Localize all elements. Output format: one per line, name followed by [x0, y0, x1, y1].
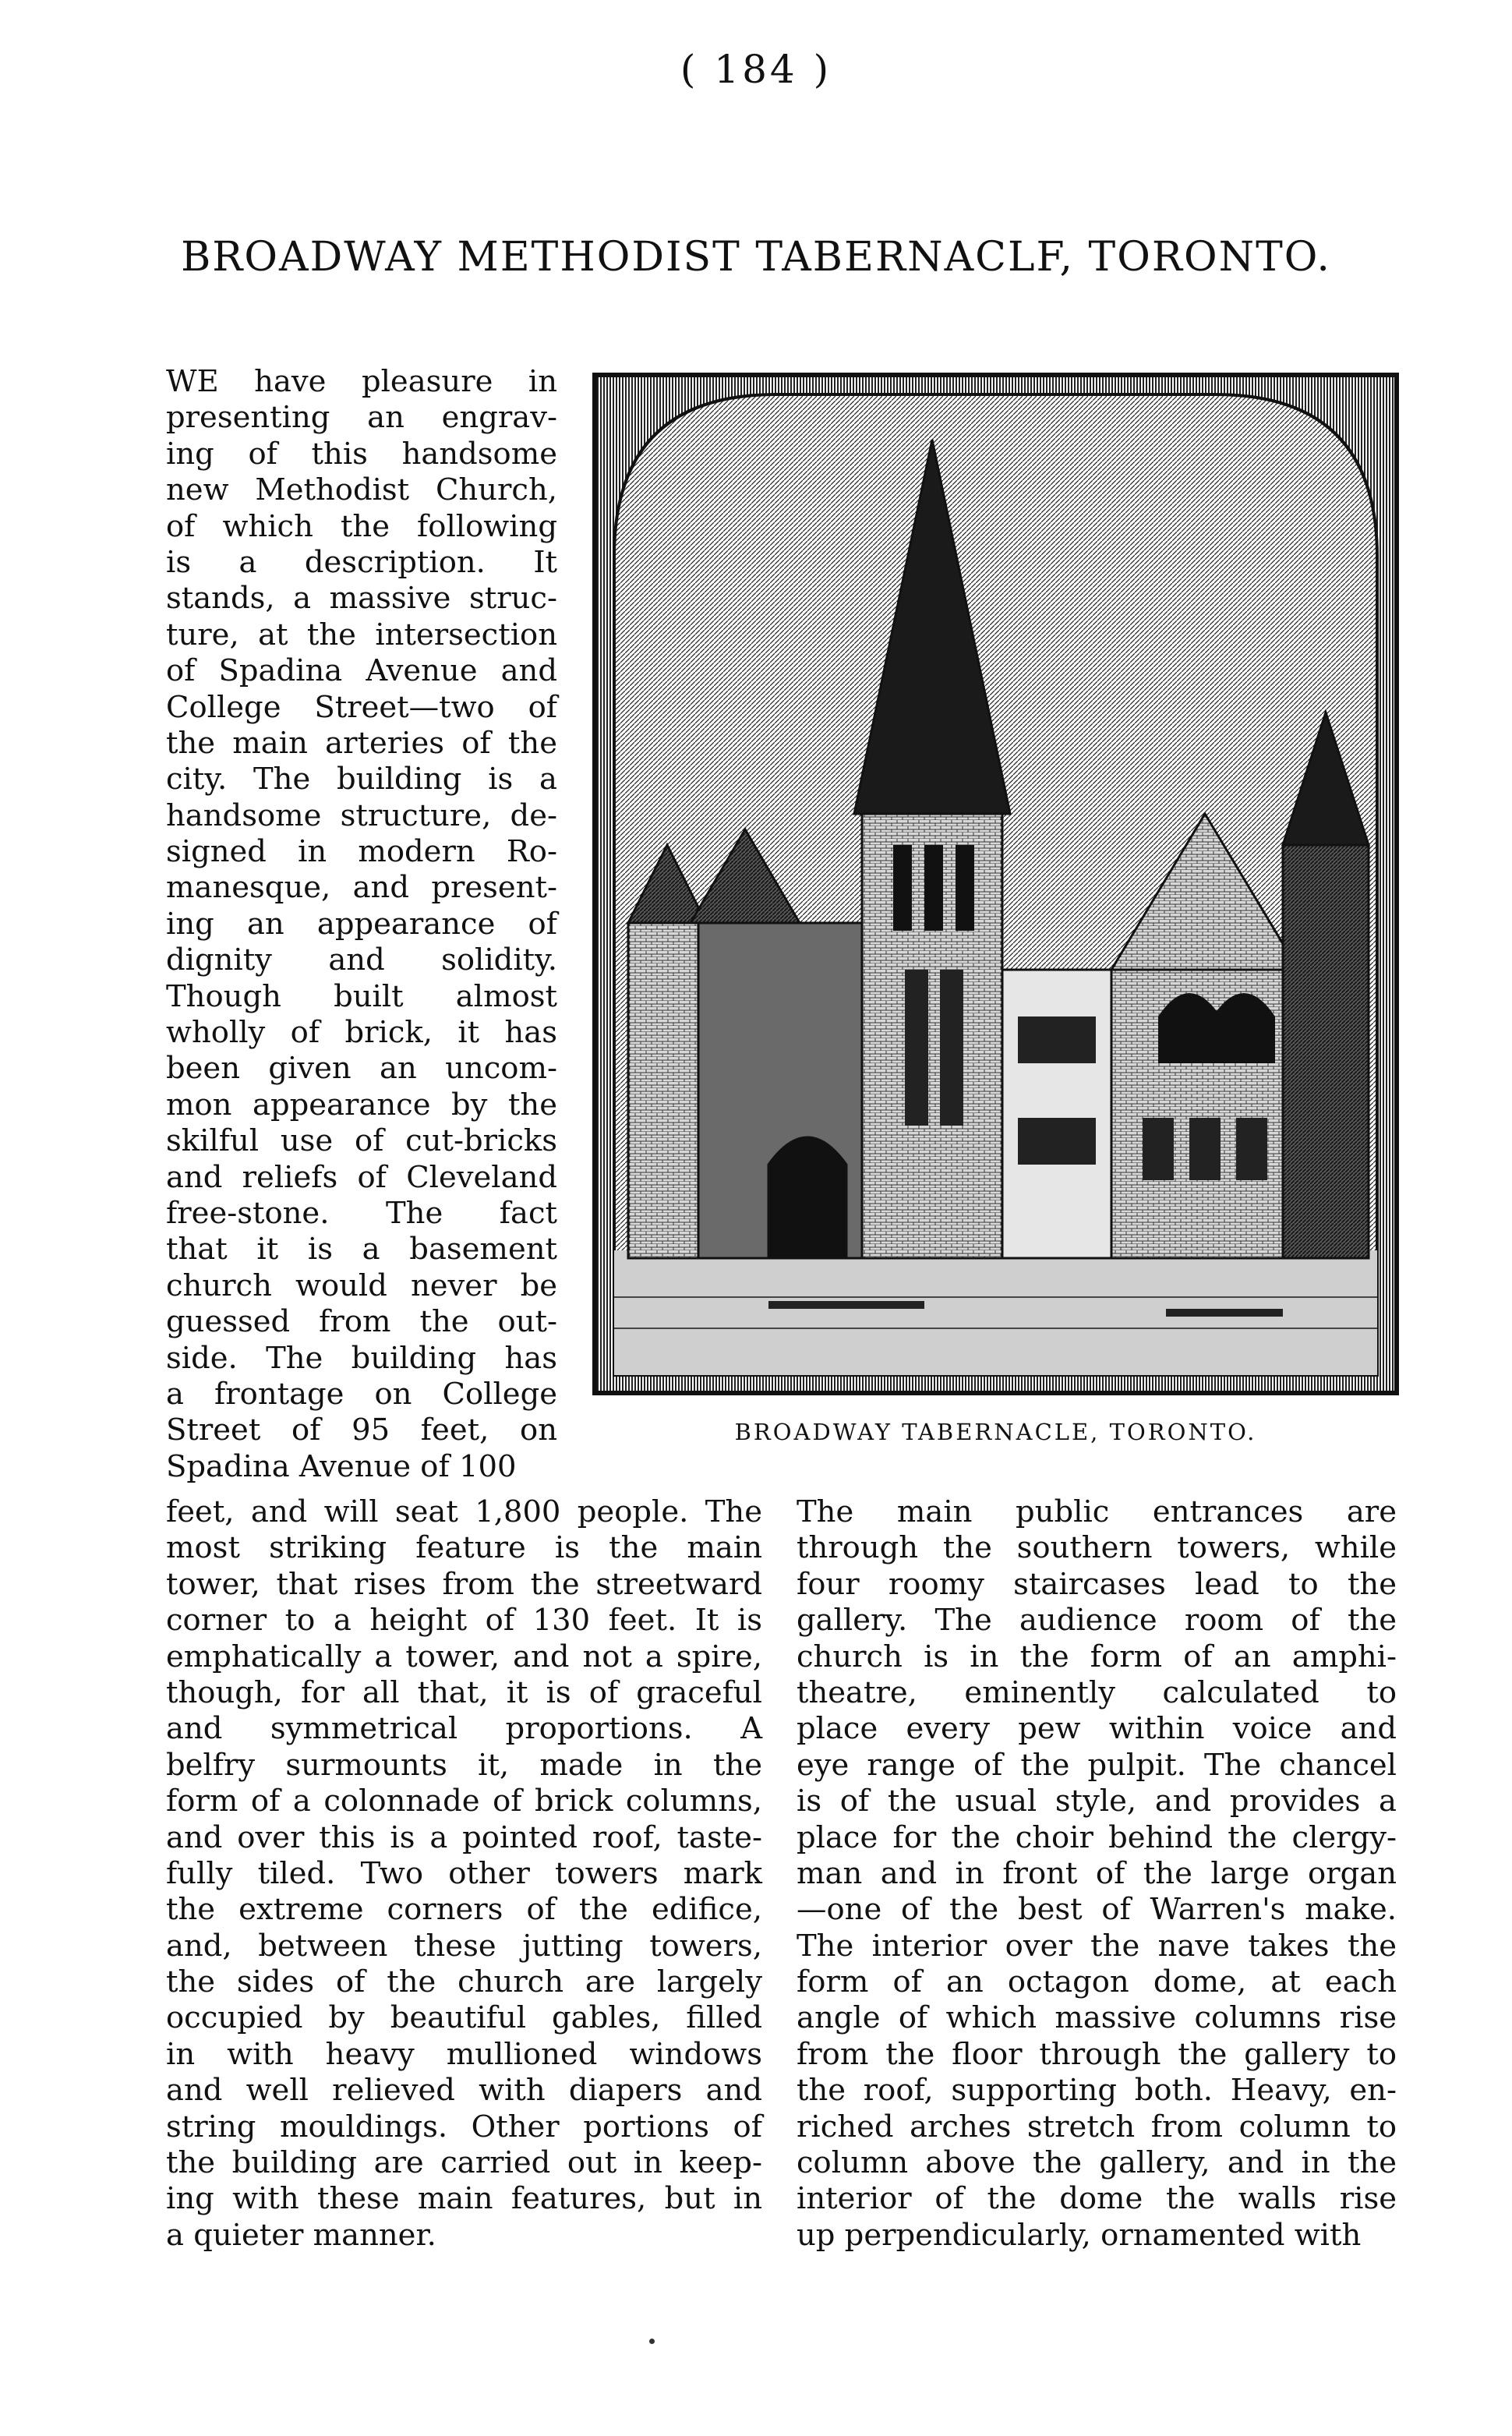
text-line: the extreme corners of the edifice,	[166, 1892, 762, 1928]
engraving-caption: BROADWAY TABERNACLE, TORONTO.	[734, 1419, 1257, 1445]
text-line: man and in front of the large organ	[797, 1855, 1397, 1891]
text-line: The interior over the nave takes the	[797, 1928, 1397, 1964]
text-line: and well relieved with diapers and	[166, 2073, 762, 2109]
text-line: of which the following	[166, 508, 557, 544]
text-line: manesque, and present-	[166, 870, 557, 906]
text-line: WE have pleasure in	[166, 364, 557, 399]
church-engraving	[592, 373, 1399, 1395]
text-line: stands, a massive struc-	[166, 581, 557, 617]
text-column-left	[166, 1494, 762, 2254]
text-line: four roomy staircases lead to the	[797, 1566, 1397, 1602]
text-line: and, between these jutting towers,	[166, 1928, 762, 1964]
text-line: Though built almost	[166, 978, 557, 1014]
text-line: —one of the best of Warren's make.	[797, 1892, 1397, 1928]
text-line: and symmetrical proportions. A	[166, 1711, 762, 1747]
text-line: most striking feature is the main	[166, 1530, 762, 1566]
text-line: free-stone. The fact	[166, 1195, 557, 1231]
text-line: is of the usual style, and provides a	[797, 1784, 1397, 1819]
text-line: College Street—two of	[166, 689, 557, 725]
text-line: church would never be	[166, 1267, 557, 1303]
text-line: signed in modern Ro-	[166, 834, 557, 870]
text-line: that it is a basement	[166, 1232, 557, 1267]
text-line: fully tiled. Two other towers mark	[166, 1855, 762, 1891]
text-line: column above the gallery, and in the	[797, 2145, 1397, 2181]
article-title: BROADWAY METHODIST TABERNACLF, TORONTO.	[181, 234, 1331, 281]
text-line: in with heavy mullioned windows	[166, 2036, 762, 2072]
text-line: riched arches stretch from column to	[797, 2109, 1397, 2144]
text-column-right	[797, 1494, 1397, 2254]
text-line: the building are carried out in keep-	[166, 2145, 762, 2181]
page-number: ( 184 )	[680, 47, 832, 92]
text-line: ing an appearance of	[166, 906, 557, 942]
text-line: city. The building is a	[166, 762, 557, 797]
text-line: the main arteries of the	[166, 725, 557, 761]
text-line: presenting an engrav-	[166, 400, 557, 436]
text-line: ing of this handsome	[166, 436, 557, 472]
text-line: ing with these main features, but in	[166, 2181, 762, 2217]
text-line: form of a colonnade of brick columns,	[166, 1784, 762, 1819]
text-line: emphatically a tower, and not a spire,	[166, 1639, 762, 1674]
text-line: gallery. The audience room of the	[797, 1603, 1397, 1639]
text-line: form of an octagon dome, at each	[797, 1964, 1397, 2000]
text-line: new Methodist Church,	[166, 472, 557, 508]
text-line: side. The building has	[166, 1340, 557, 1376]
text-line: wholly of brick, it has	[166, 1015, 557, 1051]
text-line: from the floor through the gallery to	[797, 2036, 1397, 2072]
text-line: theatre, eminently calculated to	[797, 1674, 1397, 1710]
text-line: The main public entrances are	[797, 1494, 1397, 1529]
text-line: Spadina Avenue of 100	[166, 1448, 517, 1484]
text-line: is a description. It	[166, 544, 557, 580]
text-line: Street of 95 feet, on	[166, 1412, 557, 1448]
corner-tower	[1283, 845, 1369, 1258]
text-line: the roof, supporting both. Heavy, en-	[797, 2073, 1397, 2109]
text-line: tower, that rises from the streetward	[166, 1566, 762, 1602]
text-line: corner to a height of 130 feet. It is	[166, 1603, 762, 1639]
text-line: through the southern towers, while	[797, 1530, 1397, 1566]
text-line: though, for all that, it is of graceful	[166, 1674, 762, 1710]
text-line: feet, and will seat 1,800 people. The	[166, 1494, 762, 1529]
text-line: angle of which massive columns rise	[797, 2000, 1397, 2036]
text-line: eye range of the pulpit. The chancel	[797, 1747, 1397, 1783]
text-line: the sides of the church are largely	[166, 1964, 762, 2000]
text-line: skilful use of cut-bricks	[166, 1123, 557, 1159]
text-line: church is in the form of an amphi-	[797, 1639, 1397, 1674]
text-line: interior of the dome the walls rise	[797, 2181, 1397, 2217]
text-line: of Spadina Avenue and	[166, 653, 557, 689]
text-column-narrow	[166, 364, 557, 1485]
text-line: occupied by beautiful gables, filled	[166, 2000, 762, 2036]
text-line: a quieter manner.	[166, 2217, 436, 2253]
text-line: handsome structure, de-	[166, 797, 557, 833]
print-speck	[649, 2339, 655, 2344]
text-line: guessed from the out-	[166, 1304, 557, 1340]
text-line: place for the choir behind the clergy-	[797, 1819, 1397, 1855]
text-line: and over this is a pointed roof, taste-	[166, 1819, 762, 1855]
entrance-arch	[768, 1137, 846, 1258]
text-line: belfry surmounts it, made in the	[166, 1747, 762, 1783]
text-line: and reliefs of Cleveland	[166, 1159, 557, 1195]
text-line: place every pew within voice and	[797, 1711, 1397, 1747]
text-line: dignity and solidity.	[166, 942, 557, 978]
text-line: a frontage on College	[166, 1376, 557, 1412]
text-line: mon appearance by the	[166, 1087, 557, 1123]
text-line: up perpendicularly, ornamented with	[797, 2217, 1362, 2253]
text-line: been given an uncom-	[166, 1051, 557, 1087]
text-line: ture, at the intersection	[166, 617, 557, 652]
text-line: string mouldings. Other portions of	[166, 2109, 762, 2144]
